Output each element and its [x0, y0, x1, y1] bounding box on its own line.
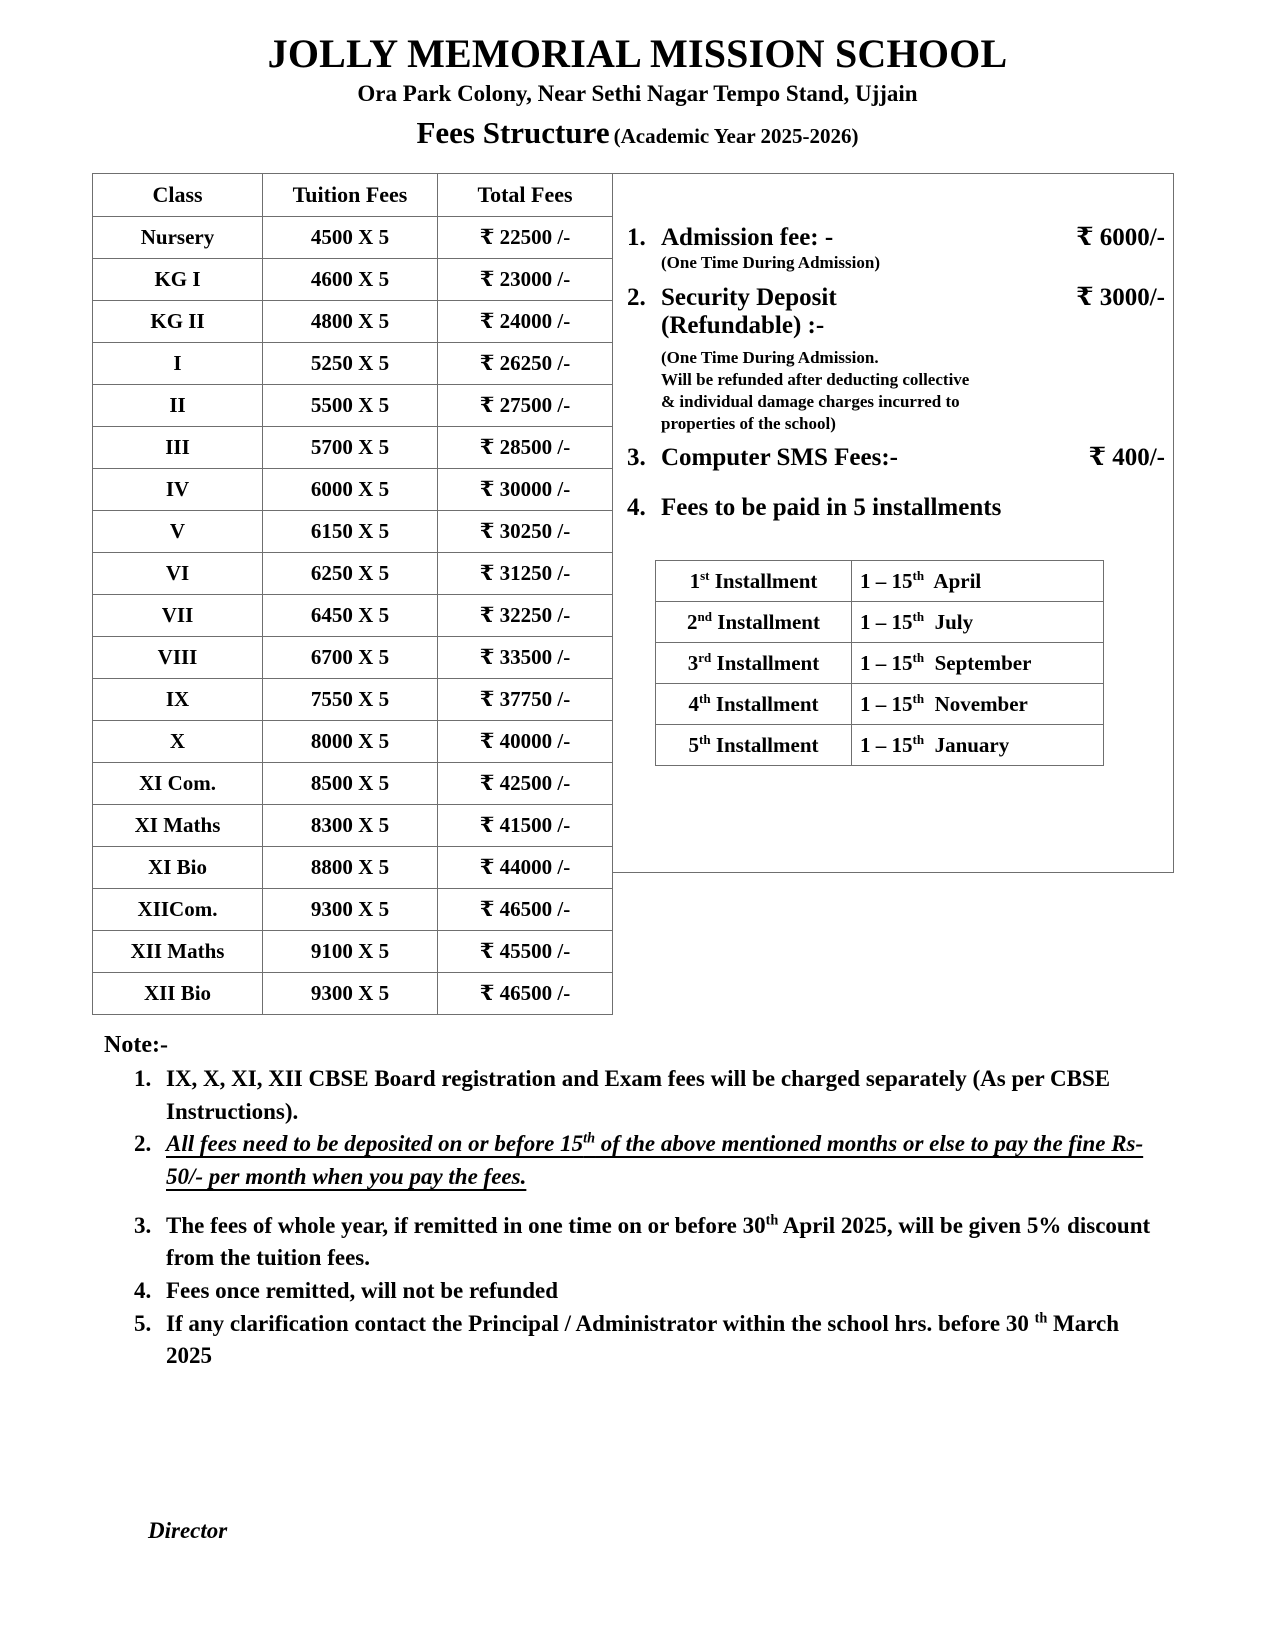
- table-row: [93, 594, 613, 636]
- cell-class: III: [93, 426, 263, 468]
- note-5-part-1: If any clarification contact the Principal / Administrator within the school hrs. before 30: [166, 1310, 1035, 1336]
- installment-row: [656, 561, 1104, 602]
- installment-ordinal: [656, 602, 852, 643]
- note-item-2: [104, 1128, 1275, 1193]
- cell-class: XII Bio: [93, 972, 263, 1014]
- cell-total-fees: ₹ 45500 /-: [438, 930, 613, 972]
- column-header-total: Total Fees: [438, 173, 613, 216]
- table-row: [93, 426, 613, 468]
- cell-total-fees: ₹ 23000 /-: [438, 258, 613, 300]
- cell-class: KG I: [93, 258, 263, 300]
- cell-class: VII: [93, 594, 263, 636]
- installment-date-suffix: th: [912, 567, 925, 583]
- installment-ordinal: [656, 684, 852, 725]
- table-row: [93, 762, 613, 804]
- table-row: [93, 930, 613, 972]
- note-5-ordinal-suffix: th: [1034, 1309, 1048, 1326]
- cell-class: XII Maths: [93, 930, 263, 972]
- cell-class: IV: [93, 468, 263, 510]
- charge-amount-admission-fee: ₹ 6000/-: [1076, 223, 1165, 251]
- charge-number-2: 2.: [627, 284, 646, 312]
- cell-class: XI Maths: [93, 804, 263, 846]
- note-2-part-1: All fees need to be deposited on or before 15: [166, 1131, 584, 1157]
- cell-tuition-fees: 6000 X 5: [263, 468, 438, 510]
- security-note-line-1: (One Time During Admission.: [661, 348, 879, 368]
- table-row: [93, 216, 613, 258]
- installment-due-date: [852, 643, 1104, 684]
- table-row: [93, 468, 613, 510]
- school-address: Ora Park Colony, Near Sethi Nagar Tempo Stand, Ujjain: [357, 81, 918, 107]
- installment-row: [656, 684, 1104, 725]
- cell-class: Nursery: [93, 216, 263, 258]
- table-row: [93, 258, 613, 300]
- cell-tuition-fees: 4800 X 5: [263, 300, 438, 342]
- cell-tuition-fees: 6450 X 5: [263, 594, 438, 636]
- charge-amount-computer-sms-fees: ₹ 400/-: [1088, 444, 1165, 472]
- charge-amount-security-deposit: ₹ 3000/-: [1076, 284, 1165, 312]
- cell-tuition-fees: 8000 X 5: [263, 720, 438, 762]
- installment-row: [656, 725, 1104, 766]
- document-title-line: [0, 116, 1275, 150]
- note-item-5: [104, 1308, 1275, 1373]
- cell-tuition-fees: 8500 X 5: [263, 762, 438, 804]
- installment-word: Installment: [715, 732, 819, 757]
- cell-tuition-fees: 4500 X 5: [263, 216, 438, 258]
- installment-word: Installment: [717, 609, 820, 634]
- cell-total-fees: ₹ 40000 /-: [438, 720, 613, 762]
- note-number-3: 3.: [134, 1212, 152, 1238]
- cell-total-fees: ₹ 46500 /-: [438, 888, 613, 930]
- notes-section: [0, 1032, 1275, 1373]
- note-number-4: 4.: [134, 1277, 152, 1303]
- cell-total-fees: ₹ 44000 /-: [438, 846, 613, 888]
- cell-total-fees: ₹ 33500 /-: [438, 636, 613, 678]
- installment-row: [656, 643, 1104, 684]
- cell-tuition-fees: 8300 X 5: [263, 804, 438, 846]
- installment-due-date: [852, 561, 1104, 602]
- table-row: [93, 636, 613, 678]
- table-row: [93, 384, 613, 426]
- installment-ordinal-suffix: rd: [698, 649, 712, 665]
- charge-number-3: 3.: [627, 444, 646, 472]
- installment-date-range: 1 – 15: [860, 609, 913, 634]
- cell-tuition-fees: 7550 X 5: [263, 678, 438, 720]
- cell-total-fees: ₹ 26250 /-: [438, 342, 613, 384]
- cell-tuition-fees: 5700 X 5: [263, 426, 438, 468]
- installment-due-date: [852, 725, 1104, 766]
- installment-date-suffix: th: [912, 649, 925, 665]
- installment-ordinal-suffix: th: [698, 731, 711, 747]
- cell-tuition-fees: 9300 X 5: [263, 888, 438, 930]
- cell-class: KG II: [93, 300, 263, 342]
- table-row: [93, 720, 613, 762]
- table-row: [93, 342, 613, 384]
- charge-label-computer-sms-fees: Computer SMS Fees:-: [661, 444, 898, 472]
- installment-date-range: 1 – 15: [860, 568, 913, 593]
- cell-total-fees: ₹ 37750 /-: [438, 678, 613, 720]
- cell-tuition-fees: 6250 X 5: [263, 552, 438, 594]
- installment-schedule-table: [655, 560, 1104, 766]
- cell-class: VI: [93, 552, 263, 594]
- security-note-line-3: & individual damage charges incurred to: [661, 391, 960, 411]
- note-number-1: 1.: [134, 1066, 152, 1091]
- cell-class: V: [93, 510, 263, 552]
- cell-tuition-fees: 5250 X 5: [263, 342, 438, 384]
- security-note-line-4: properties of the school): [661, 413, 836, 433]
- cell-tuition-fees: 6150 X 5: [263, 510, 438, 552]
- installment-ordinal: [656, 561, 852, 602]
- cell-tuition-fees: 4600 X 5: [263, 258, 438, 300]
- table-row: [93, 804, 613, 846]
- installment-month: September: [934, 650, 1032, 675]
- installment-word: Installment: [715, 691, 819, 716]
- installment-date-range: 1 – 15: [860, 650, 913, 675]
- cell-total-fees: ₹ 30000 /-: [438, 468, 613, 510]
- charge-note-security-deposit: [661, 347, 1173, 434]
- cell-total-fees: ₹ 46500 /-: [438, 972, 613, 1014]
- cell-total-fees: ₹ 41500 /-: [438, 804, 613, 846]
- cell-class: XI Bio: [93, 846, 263, 888]
- cell-total-fees: ₹ 27500 /-: [438, 384, 613, 426]
- cell-total-fees: ₹ 30250 /-: [438, 510, 613, 552]
- installment-month: November: [934, 691, 1028, 716]
- note-item-1: [104, 1063, 1275, 1128]
- note-text-3: [166, 1210, 1160, 1275]
- cell-tuition-fees: 5500 X 5: [263, 384, 438, 426]
- charge-item-security-deposit: [627, 282, 1173, 312]
- cell-total-fees: ₹ 22500 /-: [438, 216, 613, 258]
- note-3-part-1: The fees of whole year, if remitted in one time on or before 30: [166, 1212, 766, 1238]
- note-item-3: [104, 1210, 1275, 1275]
- note-5-part-2: March 2025: [166, 1310, 1120, 1369]
- note-number-5: 5.: [134, 1310, 152, 1336]
- installment-ordinal: [656, 643, 852, 684]
- school-name: JOLLY MEMORIAL MISSION SCHOOL: [267, 31, 1008, 76]
- installment-number: 3: [687, 650, 699, 675]
- table-row: [93, 510, 613, 552]
- charge-note-admission-fee: (One Time During Admission): [661, 252, 880, 272]
- installment-number: 4: [688, 691, 699, 716]
- cell-class: IX: [93, 678, 263, 720]
- installment-number: 1: [689, 568, 701, 593]
- cell-tuition-fees: 8800 X 5: [263, 846, 438, 888]
- installment-ordinal-suffix: nd: [697, 608, 713, 624]
- column-header-class: Class: [93, 173, 263, 216]
- installment-month: April: [933, 568, 982, 593]
- cell-class: VIII: [93, 636, 263, 678]
- charge-label-installments: Fees to be paid in 5 installments: [661, 494, 1002, 522]
- note-3-part-2: April 2025, will be given 5% discount from the tuition fees.: [166, 1212, 1151, 1271]
- additional-charges-panel: [612, 173, 1174, 873]
- installment-date-range: 1 – 15: [860, 732, 913, 757]
- column-header-tuition: Tuition Fees: [263, 173, 438, 216]
- charge-label-refundable: (Refundable) :-: [661, 312, 825, 340]
- installment-word: Installment: [714, 568, 818, 593]
- cell-total-fees: ₹ 42500 /-: [438, 762, 613, 804]
- note-text-5: [166, 1308, 1160, 1373]
- note-text-1: IX, X, XI, XII CBSE Board registration and Exam fees will be charged separately (As per CBSE Instructions).: [166, 1066, 1111, 1124]
- page-title: Fees Structure: [416, 115, 610, 151]
- academic-year: (Academic Year 2025-2026): [613, 124, 859, 149]
- table-row: [93, 846, 613, 888]
- charge-number-1: 1.: [627, 223, 646, 251]
- table-row: [93, 972, 613, 1014]
- security-note-line-2: Will be refunded after deducting collective: [661, 370, 970, 390]
- cell-total-fees: ₹ 32250 /-: [438, 594, 613, 636]
- note-3-ordinal-suffix: th: [765, 1211, 779, 1228]
- note-2-ordinal-suffix: th: [583, 1130, 596, 1147]
- note-text-2: [166, 1128, 1160, 1193]
- note-number-2: 2.: [134, 1131, 152, 1157]
- cell-tuition-fees: 9100 X 5: [263, 930, 438, 972]
- installment-ordinal: [656, 725, 852, 766]
- cell-tuition-fees: 6700 X 5: [263, 636, 438, 678]
- charge-item-installments: [627, 494, 1173, 522]
- installment-due-date: [852, 684, 1104, 725]
- cell-class: X: [93, 720, 263, 762]
- table-row: [93, 678, 613, 720]
- installment-date-suffix: th: [912, 608, 925, 624]
- cell-total-fees: ₹ 31250 /-: [438, 552, 613, 594]
- signatory-director: Director: [148, 1518, 228, 1543]
- fee-table-header-row: [93, 173, 613, 216]
- installment-due-date: [852, 602, 1104, 643]
- note-text-4: Fees once remitted, will not be refunded: [166, 1277, 559, 1303]
- installment-ordinal-suffix: th: [698, 690, 711, 706]
- charge-number-4: 4.: [627, 494, 646, 522]
- cell-class: XIICom.: [93, 888, 263, 930]
- cell-total-fees: ₹ 24000 /-: [438, 300, 613, 342]
- charge-item-computer-sms-fees: [627, 442, 1173, 472]
- notes-heading: Note:-: [104, 1032, 168, 1058]
- charge-label-security-deposit: Security Deposit: [661, 284, 837, 312]
- charge-label-admission-fee: Admission fee: -: [661, 223, 834, 251]
- installment-date-suffix: th: [912, 690, 925, 706]
- document-header: [0, 0, 1275, 151]
- table-row: [93, 888, 613, 930]
- cell-tuition-fees: 9300 X 5: [263, 972, 438, 1014]
- note-item-4: [104, 1275, 1275, 1308]
- installment-date-range: 1 – 15: [860, 691, 913, 716]
- note-2-part-2: of the above mentioned months or else to pay the fine Rs- 50/- per month when you pay the fees.: [166, 1131, 1144, 1189]
- installment-ordinal-suffix: st: [700, 567, 710, 583]
- table-row: [93, 300, 613, 342]
- charge-item-admission-fee: [627, 222, 1173, 252]
- cell-class: II: [93, 384, 263, 426]
- fee-table: [92, 173, 613, 1015]
- installment-month: July: [934, 609, 974, 634]
- installment-word: Installment: [716, 650, 820, 675]
- table-row: [93, 552, 613, 594]
- installment-number: 5: [688, 732, 699, 757]
- cell-class: I: [93, 342, 263, 384]
- charges-list: [613, 174, 1173, 523]
- installment-date-suffix: th: [912, 731, 925, 747]
- installment-month: January: [934, 732, 1010, 757]
- cell-total-fees: ₹ 28500 /-: [438, 426, 613, 468]
- cell-class: XI Com.: [93, 762, 263, 804]
- installment-number: 2: [687, 609, 698, 634]
- installment-row: [656, 602, 1104, 643]
